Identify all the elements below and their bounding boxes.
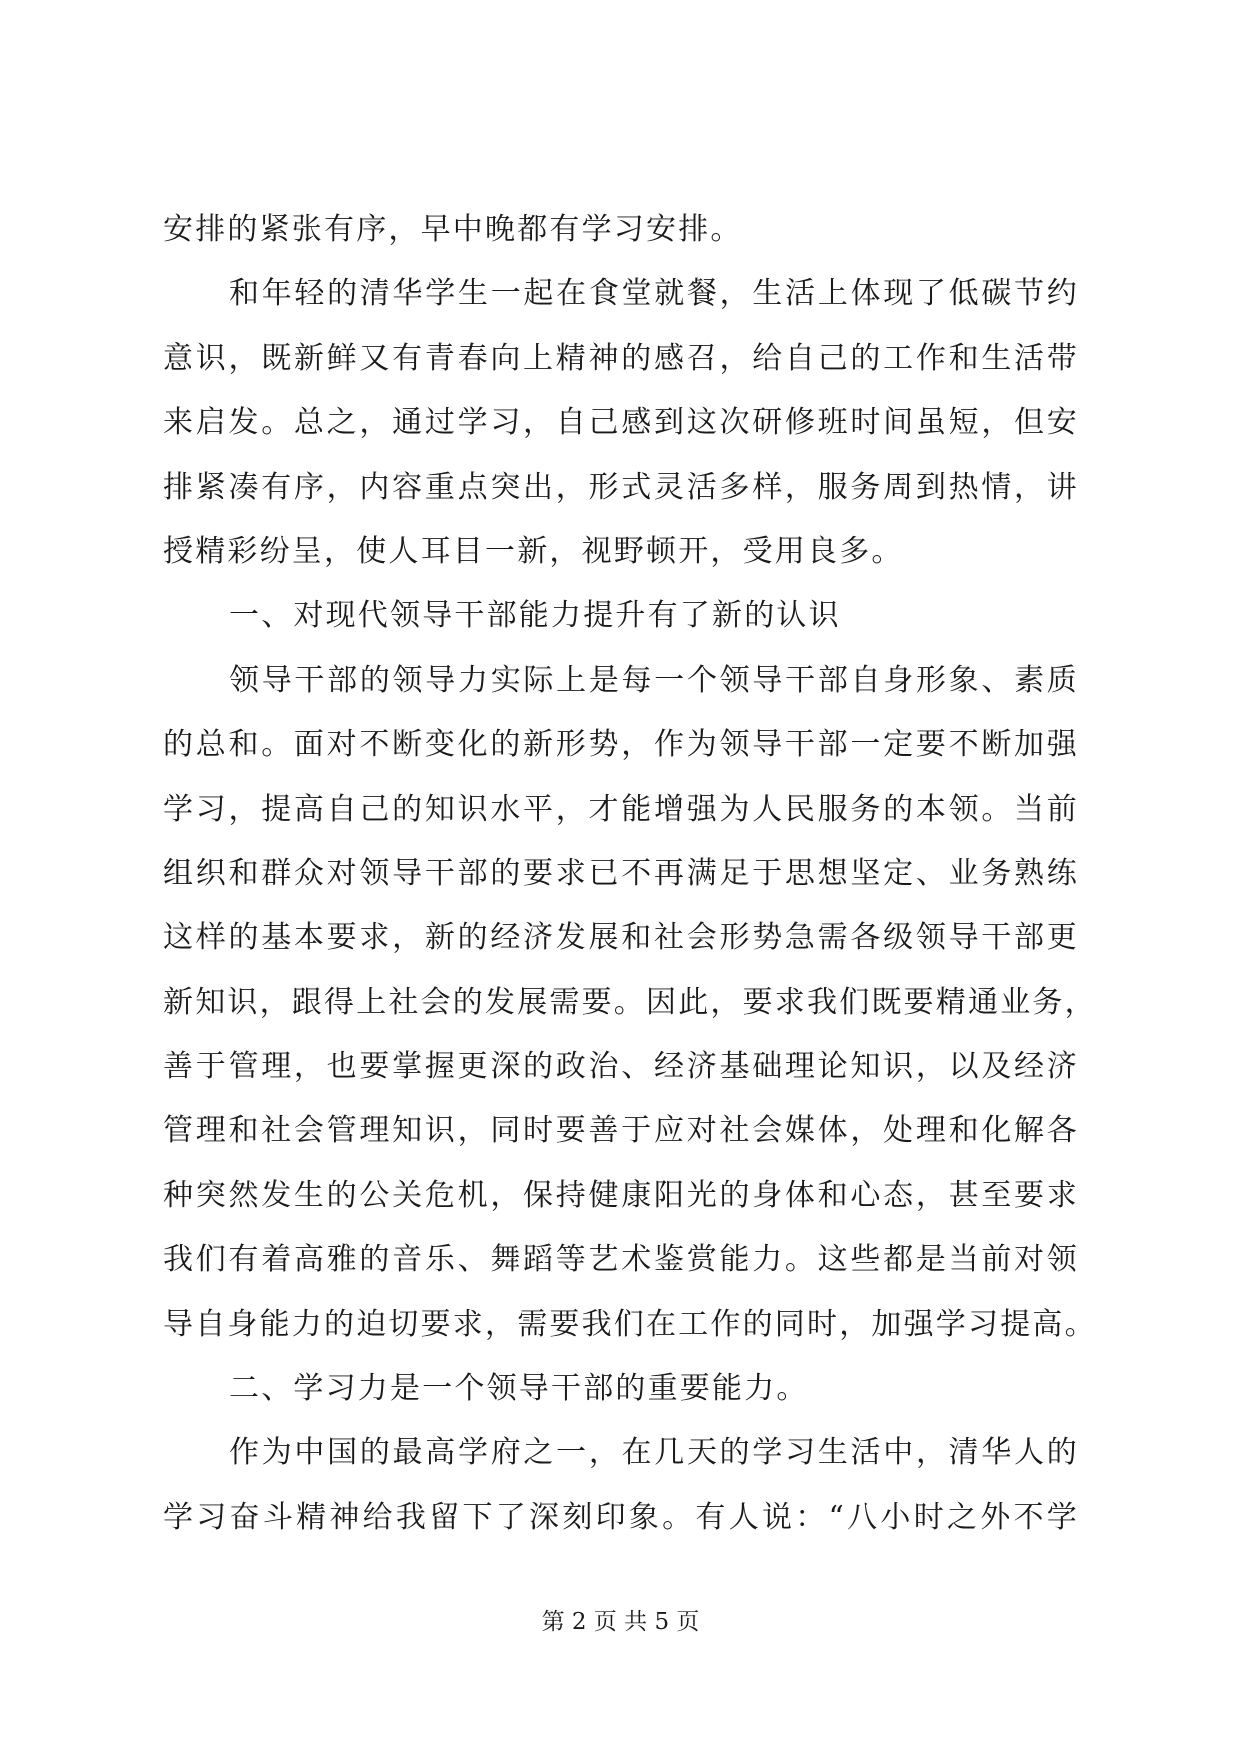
- text-line: 和年轻的清华学生一起在食堂就餐，生活上体现了低碳节约: [229, 276, 1079, 312]
- text-line: 来启发。总之，通过学习，自己感到这次研修班时间虽短，但安: [163, 405, 1079, 441]
- text-line: 这样的基本要求，新的经济发展和社会形势急需各级领导干部更: [163, 920, 1079, 956]
- text-line: 种突然发生的公关危机，保持健康阳光的身体和心态，甚至要求: [163, 1177, 1079, 1213]
- document-body: [163, 198, 1097, 1550]
- section-heading: 二、学习力是一个领导干部的重要能力。: [229, 1371, 809, 1407]
- text-line: 学习，提高自己的知识水平，才能增强为人民服务的本领。当前: [163, 791, 1079, 827]
- text-line: 排紧凑有序，内容重点突出，形式灵活多样，服务周到热情，讲: [163, 469, 1079, 505]
- text-line: 我们有着高雅的音乐、舞蹈等艺术鉴赏能力。这些都是当前对领: [163, 1242, 1079, 1278]
- text-line: 授精彩纷呈，使人耳目一新，视野顿开，受用良多。: [163, 533, 904, 569]
- text-line: 领导干部的领导力实际上是每一个领导干部自身形象、素质: [229, 662, 1079, 698]
- text-line: 安排的紧张有序，早中晚都有学习安排。: [163, 212, 743, 247]
- text-line: 的总和。面对不断变化的新形势，作为领导干部一定要不断加强: [163, 727, 1079, 763]
- text-line: 善于管理，也要掌握更深的政治、经济基础理论知识，以及经济: [163, 1049, 1079, 1085]
- text-line: 导自身能力的迫切要求，需要我们在工作的同时，加强学习提高。: [163, 1306, 1097, 1342]
- text-line: 作为中国的最高学府之一，在几天的学习生活中，清华人的: [229, 1435, 1079, 1471]
- text-line: 学习奋斗精神给我留下了深刻印象。有人说：“八小时之外不学: [163, 1499, 1079, 1535]
- section-heading: 一、对现代领导干部能力提升有了新的认识: [229, 598, 841, 634]
- text-line: 组织和群众对领导干部的要求已不再满足于思想坚定、业务熟练: [163, 855, 1079, 891]
- text-line: 意识，既新鲜又有青春向上精神的感召，给自己的工作和生活带: [163, 340, 1079, 376]
- text-line: 新知识，跟得上社会的发展需要。因此，要求我们既要精通业务，: [163, 984, 1097, 1020]
- page-number-footer: 第 2 页 共 5 页: [541, 1609, 700, 1635]
- text-line: 管理和社会管理知识，同时要善于应对社会媒体，处理和化解各: [163, 1113, 1079, 1149]
